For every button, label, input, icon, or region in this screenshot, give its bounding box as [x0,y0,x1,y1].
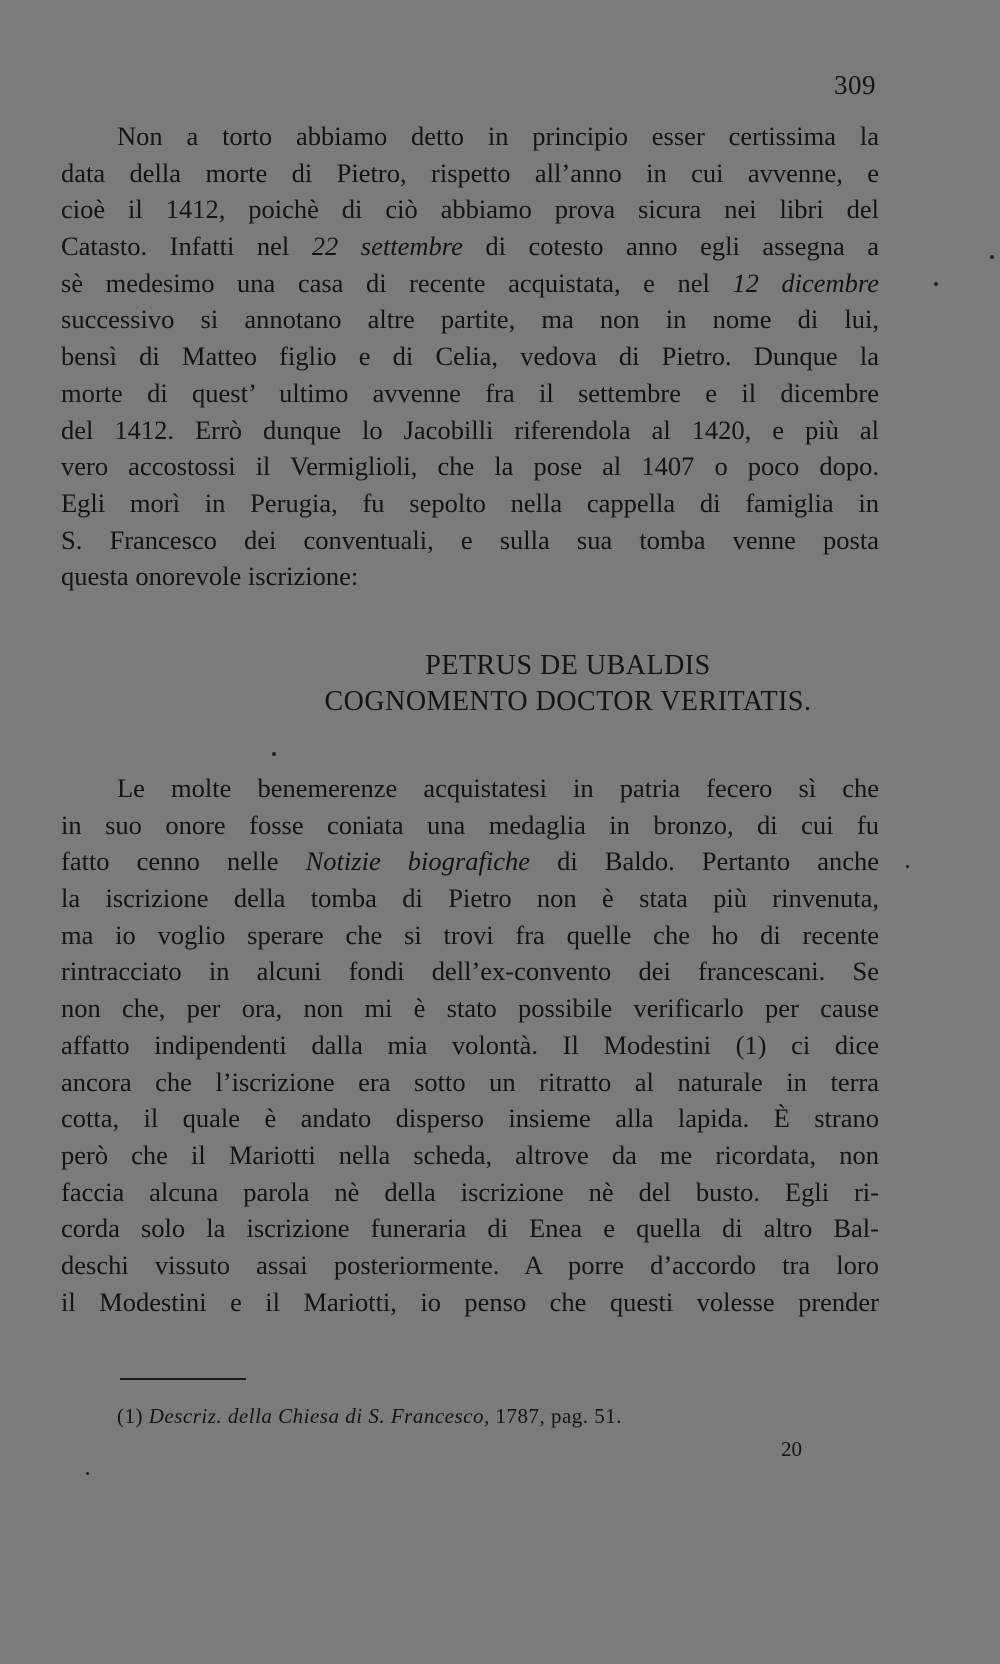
footnote-reference: 1787, pag. 51. [495,1404,623,1428]
text-line: ma io voglio sperare che si trovi fra quelle che ho di recente [61,919,879,950]
footnote-title: Descriz. della Chiesa di S. Francesco, [148,1404,490,1428]
text-line: affatto indipendenti dalla mia volontà. Il Modestini (1) ci dice [61,1029,879,1060]
text-line: faccia alcuna parola nè della iscrizione nè del busto. Egli ri- [61,1176,879,1207]
text-line: non che, per ora, non mi è stato possibile verificarlo per cause [61,993,879,1024]
paragraph-1 [61,118,879,595]
book-title-italic: Notizie biografiche [305,846,530,877]
text-line: vero accostossi il Vermiglioli, che la pose al 1407 o poco dopo. [61,451,879,482]
text-line: cotta, il quale è andato disperso insieme alla lapida. È strano [61,1103,879,1134]
text-line: successivo si annotano altre partite, ma non in nome di lui, [61,304,879,335]
date-italic: 12 dicembre [732,267,880,298]
text-line: rintracciato in alcuni fondi dell’ex-convento dei francescani. Se [61,956,879,987]
text-line: sè medesimo una casa di recente acquistata, e nel 12 dicembre [61,267,880,298]
date-italic: 22 settembre [311,231,463,262]
text-line: però che il Mariotti nella scheda, altrove da me ricordata, non [61,1139,879,1170]
text-line: cioè il 1412, poichè di ciò abbiamo prova sicura nei libri del [61,194,879,225]
scan-speck [934,282,938,286]
footnote-divider [120,1378,246,1380]
paragraph-2 [61,770,879,1320]
text-line: Non a torto abbiamo detto in principio esser certissima la [117,121,879,151]
scan-speck [906,865,909,868]
text-line: del 1412. Errò dunque lo Jacobilli riferendola al 1420, e più al [61,414,879,445]
text-line: in suo onore fosse coniata una medaglia in bronzo, di cui fu [61,809,879,840]
text-line: deschi vissuto assai posteriormente. A porre d’accordo tra loro [61,1249,879,1280]
text-line: Le molte benemerenze acquistatesi in patria fecero sì che [117,773,879,803]
footnote-marker: (1) [117,1404,143,1428]
footnote [117,1404,622,1429]
text-line: data della morte di Pietro, rispetto all’anno in cui avvenne, e [61,157,879,188]
scan-speck [272,752,276,756]
inscription-line-2: COGNOMENTO DOCTOR VERITATIS. [324,686,812,717]
text-line: fatto cenno nelle Notizie biografiche di Baldo. Pertanto anche [61,846,879,877]
text-line: bensì di Matteo figlio e di Celia, vedova di Pietro. Dunque la [61,341,879,372]
text-line: questa onorevole iscrizione: [61,561,359,592]
text-line: la iscrizione della tomba di Pietro non è stata più rinvenuta, [61,883,879,914]
inscription-line-1: PETRUS DE UBALDIS [425,650,711,681]
scan-speck [990,255,994,259]
text-line: il Modestini e il Mariotti, io penso che questi volesse prender [61,1286,879,1317]
scan-speck [86,1472,89,1475]
text-line: ancora che l’iscrizione era sotto un ritratto al naturale in terra [61,1066,879,1097]
text-line: Egli morì in Perugia, fu sepolto nella cappella di famiglia in [61,487,879,518]
text-line: S. Francesco dei conventuali, e sulla sua tomba venne posta [61,524,879,555]
text-line: morte di quest’ ultimo avvenne fra il settembre e il dicembre [61,377,879,408]
page-number: 309 [834,70,876,100]
text-line: Catasto. Infatti nel 22 settembre di cotesto anno egli assegna a [61,231,880,262]
text-line: corda solo la iscrizione funeraria di Enea e quella di altro Bal- [61,1213,879,1244]
signature-mark: 20 [781,1437,802,1461]
